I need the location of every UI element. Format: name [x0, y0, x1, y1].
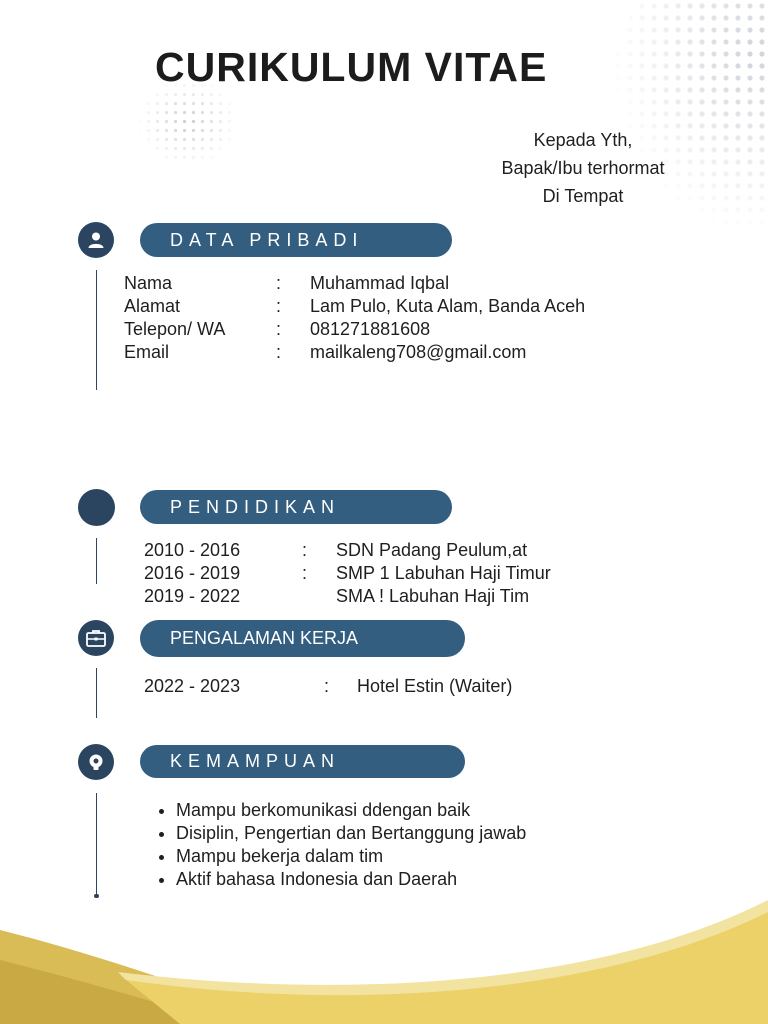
person-icon — [86, 230, 106, 250]
data-separator: : — [276, 319, 282, 339]
experience-separator: : — [324, 676, 330, 696]
experience-row — [144, 675, 564, 698]
section-header-data-pribadi: DATA PRIBADI — [140, 223, 452, 257]
timeline-line — [96, 270, 97, 390]
skills-list — [148, 799, 526, 891]
wave-right — [120, 905, 768, 1024]
section-icon-badge — [78, 489, 115, 526]
education-separator: : — [302, 563, 308, 583]
section-header-kemampuan: KEMAMPUAN — [140, 745, 465, 778]
data-label: Telepon/ WA — [124, 319, 226, 339]
data-separator: : — [276, 296, 282, 316]
data-value: Lam Pulo, Kuta Alam, Banda Aceh — [310, 296, 586, 316]
recipient-block — [470, 126, 696, 210]
data-value: mailkaleng708@gmail.com — [310, 342, 527, 362]
recipient-line: Di Tempat — [542, 186, 624, 206]
timeline-end-dot — [94, 894, 99, 898]
education-school: SMP 1 Labuhan Haji Timur — [336, 563, 551, 583]
education-years: 2010 - 2016 — [144, 540, 241, 560]
data-separator: : — [276, 273, 282, 293]
page-title: CURIKULUM VITAE — [155, 44, 548, 90]
data-label: Nama — [124, 273, 173, 293]
education-years: 2016 - 2019 — [144, 563, 241, 583]
recipient-line: Bapak/Ibu terhormat — [501, 158, 665, 178]
section-icon-badge — [78, 620, 114, 656]
timeline-line — [96, 793, 97, 896]
section-header-pendidikan: PENDIDIKAN — [140, 490, 452, 524]
data-value: 081271881608 — [310, 319, 431, 339]
experience-years: 2022 - 2023 — [144, 676, 241, 696]
recipient-line: Kepada Yth, — [533, 130, 633, 150]
briefcase-icon — [85, 628, 107, 648]
data-separator: : — [276, 342, 282, 362]
section-icon-badge — [78, 222, 114, 258]
education-years: 2019 - 2022 — [144, 586, 241, 606]
timeline-line — [96, 668, 97, 718]
skill-item: • Disiplin, Pengertian dan Bertanggung jawab — [176, 822, 526, 845]
skill-item: • Mampu berkomunikasi ddengan baik — [176, 799, 526, 822]
data-label: Alamat — [124, 296, 181, 316]
education-school: SDN Padang Peulum,at — [336, 540, 528, 560]
education-separator: : — [302, 540, 308, 560]
lightbulb-icon — [86, 752, 106, 772]
section-icon-badge — [78, 744, 114, 780]
experience-job: Hotel Estin (Waiter) — [357, 676, 513, 696]
data-value: Muhammad Iqbal — [310, 273, 450, 293]
section-header-pengalaman-kerja: PENGALAMAN KERJA — [140, 620, 465, 657]
skill-item: • Mampu bekerja dalam tim — [176, 845, 526, 868]
timeline-line — [96, 538, 97, 584]
data-label: Email — [124, 342, 170, 362]
education-school: SMA ! Labuhan Haji Tim — [336, 586, 530, 606]
skill-item: • Aktif bahasa Indonesia dan Daerah — [176, 868, 526, 891]
